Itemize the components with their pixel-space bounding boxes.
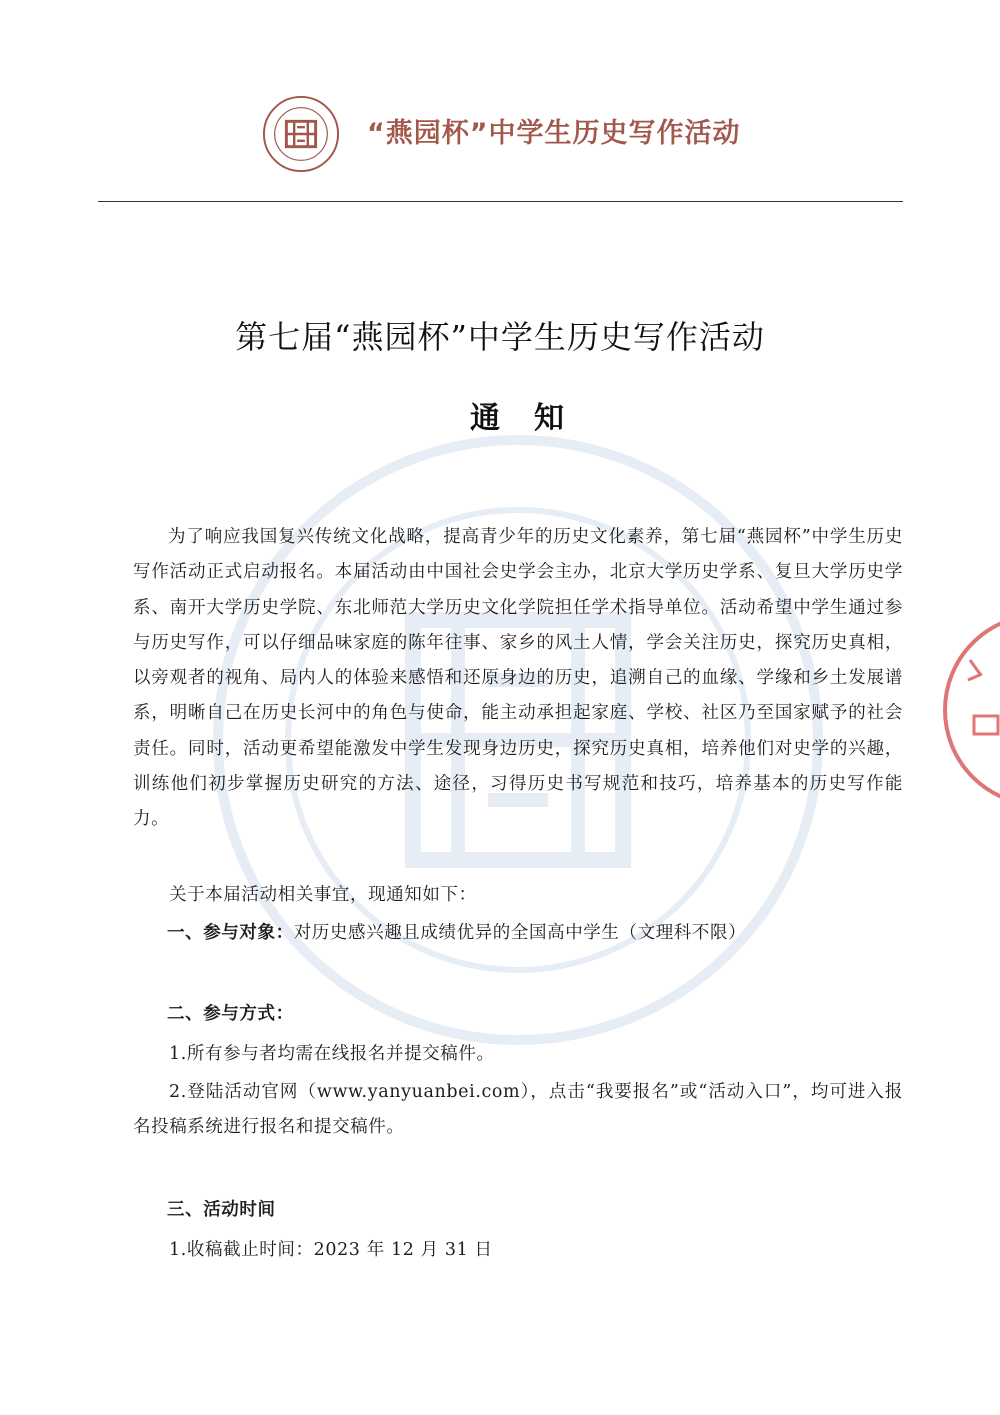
document-title: 第七届“燕园杯”中学生历史写作活动 bbox=[235, 318, 765, 356]
letterhead bbox=[262, 95, 822, 175]
section-3-heading: 三、活动时间 bbox=[167, 1200, 276, 1220]
brand-title: “燕园杯”中学生历史写作活动 bbox=[367, 118, 741, 149]
section-2-item-2: 2.登陆活动官网（www.yanyuanbei.com），点击“我要报名”或“活动入口”，均可进入报名投稿系统进行报名和提交稿件。 bbox=[133, 1082, 903, 1137]
section-1-text: 对历史感兴趣且成绩优异的全国高中学生（文理科不限） bbox=[293, 923, 747, 943]
red-stamp-icon bbox=[930, 610, 1000, 810]
header-divider bbox=[98, 201, 903, 202]
section-2-item-1: 1.所有参与者均需在线报名并提交稿件。 bbox=[169, 1044, 495, 1064]
document-subtitle: 通知 bbox=[470, 401, 598, 436]
section-1-heading: 一、参与对象： bbox=[167, 923, 294, 943]
intro-paragraph: 为了响应我国复兴传统文化战略，提高青少年的历史文化素养，第七届“燕园杯”中学生历史写作活动正式启动报名。本届活动由中国社会史学会主办，北京大学历史学系、复旦大学历史学系、南开大学历史学院、东北师范大学历史文化学院担任学术指导单位。活动希望中学生通过参与历史写作，可以仔细品味家庭的陈年往事、家乡的风土人情，学会关注历史，探究历史真相，以旁观者的视角、局内人的体验来感悟和还原身边的历史，追溯自己的血缘、学缘和乡土发展谱系，明晰自己在历史长河中的角色与使命，能主动承担起家庭、学校、社区乃至国家赋予的社会责任。同时，活动更希望能激发中学生发现身边历史，探究历史真相，培养他们对史学的兴趣，训练他们初步掌握历史研究的方法、途径，习得历史书写规范和技巧，培养基本的历史写作能力。 bbox=[133, 527, 903, 830]
section-1 bbox=[133, 916, 903, 951]
notice-intro: 关于本届活动相关事宜，现通知如下： bbox=[169, 885, 477, 905]
section-2-heading: 二、参与方式： bbox=[167, 1004, 294, 1024]
seal-logo-icon bbox=[262, 95, 340, 173]
section-3-item-1: 1.收稿截止时间：2023 年 12 月 31 日 bbox=[169, 1240, 493, 1260]
